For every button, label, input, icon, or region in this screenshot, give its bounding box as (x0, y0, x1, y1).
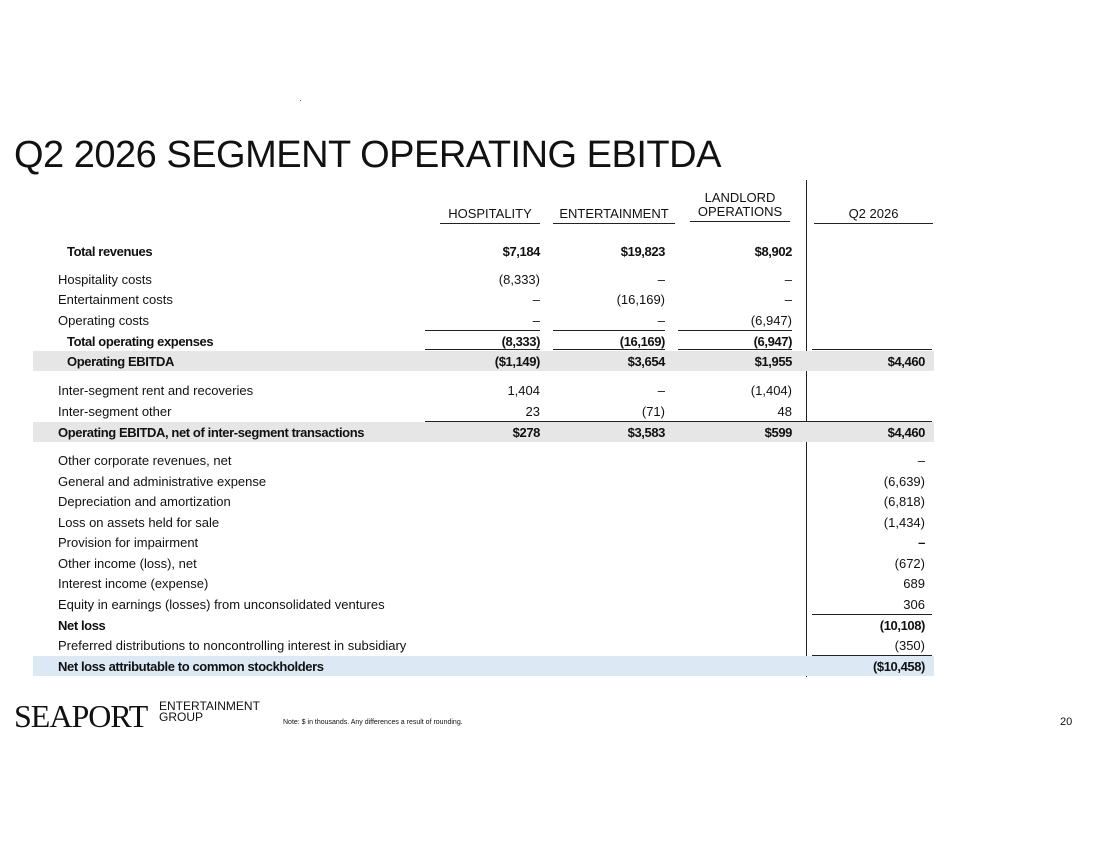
value-total: (1,434) (883, 515, 925, 530)
value-landlord: (6,947) (750, 313, 792, 328)
row-depreciation-amortization (0, 491, 1100, 511)
row-label: Provision for impairment (58, 535, 199, 550)
row-ebitda-net-inter-segment (0, 422, 1100, 442)
value-total: – (917, 453, 925, 468)
col-header-entertainment: ENTERTAINMENT (553, 207, 675, 224)
row-inter-segment-other (0, 401, 1100, 421)
row-equity-in-earnings (0, 594, 1100, 614)
row-label: Net loss attributable to common stockholders (58, 659, 324, 674)
row-label: Equity in earnings (losses) from unconsolidated ventures (58, 597, 385, 612)
row-label: Total operating expenses (67, 334, 214, 349)
row-label: Interest income (expense) (58, 576, 209, 591)
row-other-corporate-revenues (0, 450, 1100, 470)
value-landlord: $599 (764, 425, 792, 440)
row-loss-assets-held-for-sale (0, 512, 1100, 532)
value-total: ($10,458) (872, 659, 925, 674)
col-header-hospitality: HOSPITALITY (440, 207, 540, 224)
row-total-operating-expenses (0, 331, 1100, 351)
value-hospitality: – (532, 292, 540, 307)
row-provision-for-impairment (0, 532, 1100, 552)
value-hospitality: – (532, 313, 540, 328)
value-landlord: – (784, 272, 792, 287)
row-label: General and administrative expense (58, 474, 267, 489)
row-label: Operating EBITDA, net of inter-segment transactions (58, 425, 365, 440)
company-logo-subtitle (159, 701, 260, 723)
row-other-income-loss (0, 553, 1100, 573)
value-landlord: – (784, 292, 792, 307)
value-hospitality: (8,333) (501, 334, 540, 349)
value-entertainment: (16,169) (616, 292, 665, 307)
value-hospitality: $7,184 (502, 244, 540, 259)
company-logo-wordmark: SEAPORT (14, 698, 148, 734)
row-label: Hospitality costs (58, 272, 152, 287)
value-total: (672) (894, 556, 925, 571)
row-operating-ebitda (0, 351, 1100, 371)
value-hospitality: 23 (525, 404, 540, 419)
value-entertainment: (16,169) (619, 334, 665, 349)
value-entertainment: (71) (641, 404, 665, 419)
value-hospitality: ($1,149) (494, 354, 540, 369)
row-net-loss-common-stockholders (0, 656, 1100, 676)
value-total: (10,108) (879, 618, 925, 633)
row-label: Other corporate revenues, net (58, 453, 232, 468)
value-hospitality: 1,404 (507, 383, 540, 398)
value-total: $4,460 (887, 425, 925, 440)
value-landlord: $1,955 (754, 354, 792, 369)
row-label: Net loss (58, 618, 106, 633)
row-entertainment-costs (0, 289, 1100, 309)
row-preferred-distributions (0, 635, 1100, 655)
value-entertainment: $19,823 (620, 244, 665, 259)
row-interest-income (0, 573, 1100, 593)
value-hospitality: (8,333) (498, 272, 540, 287)
row-label: Preferred distributions to noncontrolling interest in subsidiary (58, 638, 407, 653)
row-label: Other income (loss), net (58, 556, 197, 571)
row-label: Depreciation and amortization (58, 494, 231, 509)
logo-sub-line1: ENTERTAINMENT (159, 699, 260, 713)
logo-sub-line2: GROUP (159, 710, 204, 724)
value-total: 689 (903, 576, 925, 591)
col-header-landlord (690, 191, 790, 222)
value-total: (6,818) (883, 494, 925, 509)
value-total: (350) (894, 638, 925, 653)
row-label: Total revenues (67, 244, 153, 259)
value-entertainment: $3,654 (627, 354, 665, 369)
row-label: Inter-segment other (58, 404, 172, 419)
value-landlord: (1,404) (750, 383, 792, 398)
stray-dot (300, 100, 301, 101)
value-landlord: (6,947) (753, 334, 792, 349)
row-hospitality-costs (0, 269, 1100, 289)
value-landlord: $8,902 (754, 244, 792, 259)
row-net-loss (0, 615, 1100, 635)
row-label: Operating costs (58, 313, 150, 328)
value-entertainment: – (657, 383, 665, 398)
col-header-landlord-line1: LANDLORD (704, 190, 776, 205)
row-label: Operating EBITDA (67, 354, 174, 369)
row-operating-costs (0, 310, 1100, 330)
value-total: 306 (903, 597, 925, 612)
value-entertainment: – (657, 313, 665, 328)
col-header-landlord-line2: OPERATIONS (697, 204, 783, 219)
value-hospitality: $278 (512, 425, 540, 440)
page-number: 20 (1060, 716, 1073, 728)
row-label: Inter-segment rent and recoveries (58, 383, 254, 398)
col-header-total: Q2 2026 (814, 207, 933, 224)
row-label: Entertainment costs (58, 292, 173, 307)
value-total: (6,639) (883, 474, 925, 489)
row-label: Loss on assets held for sale (58, 515, 220, 530)
row-inter-segment-rent (0, 380, 1100, 400)
value-total: – (918, 535, 925, 550)
value-total: $4,460 (887, 354, 925, 369)
value-landlord: 48 (777, 404, 792, 419)
row-general-admin-expense (0, 471, 1100, 491)
row-total-revenues (0, 241, 1100, 261)
value-entertainment: $3,583 (627, 425, 665, 440)
footnote: Note: $ in thousands. Any differences a result of rounding. (283, 719, 463, 726)
page-title: Q2 2026 SEGMENT OPERATING EBITDA (14, 134, 721, 176)
value-entertainment: – (657, 272, 665, 287)
